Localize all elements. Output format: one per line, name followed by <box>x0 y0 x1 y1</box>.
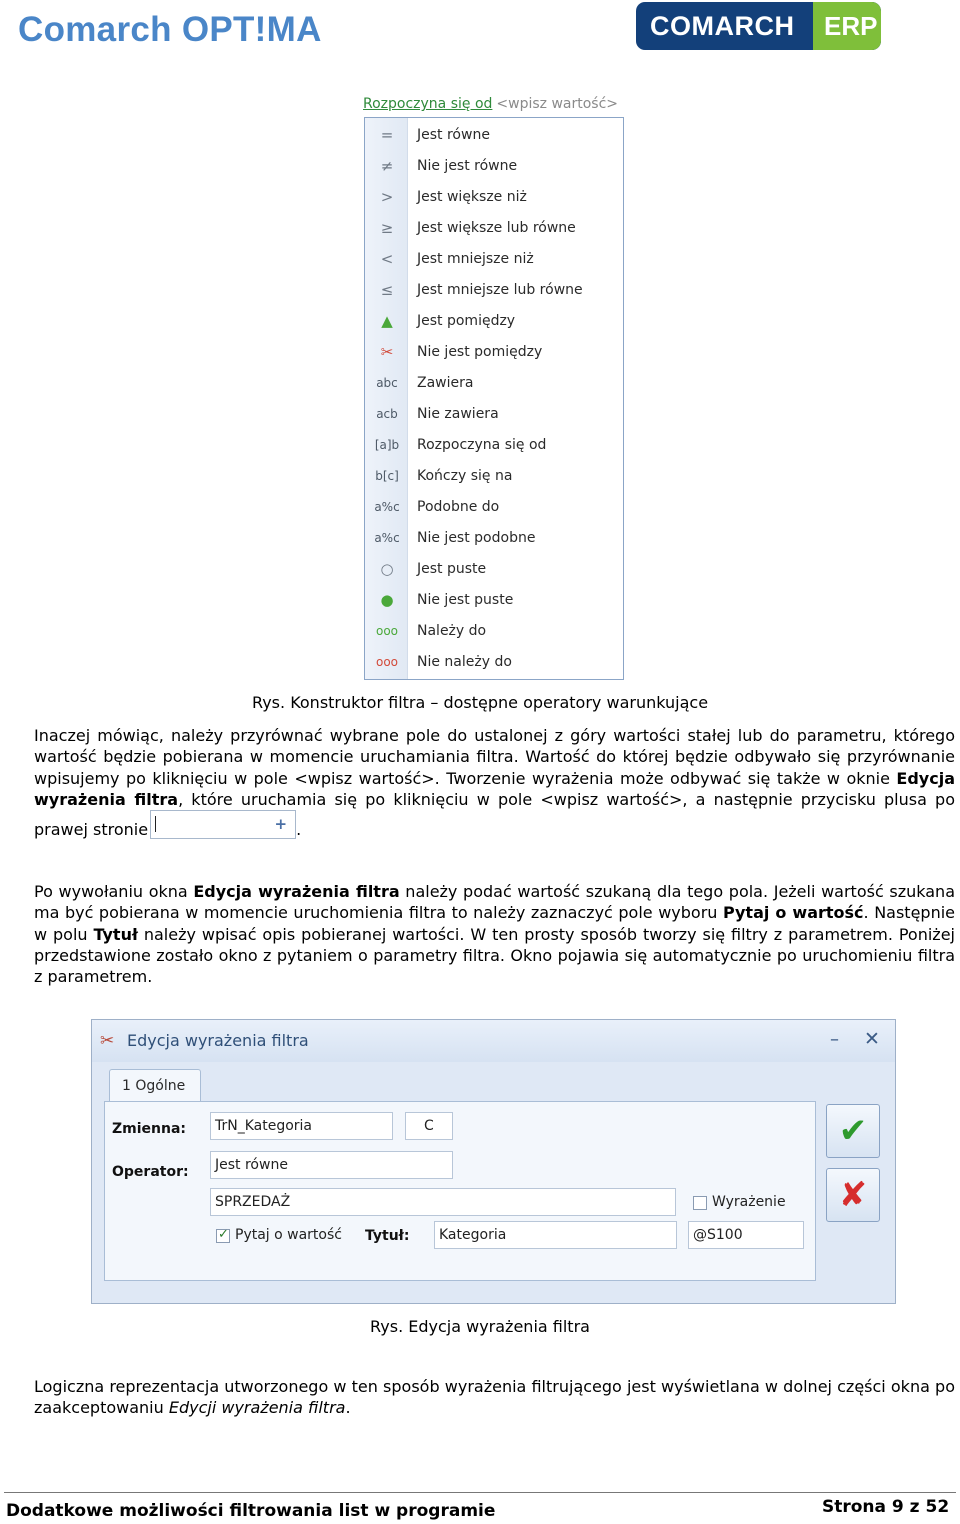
operator-menu-item-label: Należy do <box>417 623 487 639</box>
figure-caption-dialog: Rys. Edycja wyrażenia filtra <box>370 1317 590 1336</box>
expression-checkbox-label: Wyrażenie <box>712 1194 786 1210</box>
operator-menu-item-label: Nie jest pomiędzy <box>417 344 543 360</box>
logo-word: COMARCH <box>650 11 795 41</box>
para2-text-1: Po wywołaniu okna <box>34 882 194 901</box>
para1-text-2: , które uruchamia się po kliknięciu w pole <wpisz wartość>, a następnie przycisku plusa po prawej stronie <box>34 789 955 840</box>
operator-menu-item[interactable] <box>365 585 623 616</box>
title-input-text: Kategoria <box>439 1227 507 1243</box>
dialog-titlebar <box>92 1020 895 1062</box>
operator-field[interactable] <box>210 1151 453 1179</box>
operator-field-value: Jest równe <box>215 1157 288 1173</box>
page-header-title: Comarch OPT!MA <box>18 10 322 49</box>
equals-icon: = <box>380 126 394 144</box>
footer-divider <box>4 1492 956 1493</box>
operator-menu-item[interactable] <box>365 523 623 554</box>
expression-checkbox[interactable] <box>693 1196 707 1210</box>
operator-menu-item-label: Rozpoczyna się od <box>417 437 547 453</box>
operator-menu-item-label: Kończy się na <box>417 468 513 484</box>
para2-bold-1: Edycja wyrażenia filtra <box>193 882 400 901</box>
variable-field-value: TrN_Kategoria <box>215 1118 313 1134</box>
text-caret <box>155 816 156 832</box>
operator-menu-item-label: Nie jest równe <box>417 158 518 174</box>
para2-text-2: należy podać wartość szukaną dla tego pola. Jeżeli wartość szukana ma być pobierana w momencie uruchomienia filtra to należy zaznaczyć pole wyboru <box>34 882 956 923</box>
operator-menu-item[interactable] <box>365 275 623 306</box>
comarch-erp-logo <box>636 2 881 50</box>
greater-than-icon: > <box>380 188 394 206</box>
operator-menu-item[interactable] <box>365 151 623 182</box>
operator-menu-item[interactable] <box>365 337 623 368</box>
title-label: Tytuł: <box>365 1228 410 1244</box>
variable-type-field[interactable] <box>405 1112 453 1140</box>
is-empty-icon: ○ <box>380 560 394 578</box>
filter-expression-dialog <box>91 1019 896 1304</box>
operator-menu-item[interactable] <box>365 647 623 678</box>
filter-tool-icon: ✂ <box>100 1031 115 1051</box>
starts-with-icon: [a]b <box>374 438 400 452</box>
contains-icon: abc <box>376 376 398 390</box>
operator-menu-item-label: Jest mniejsze lub równe <box>417 282 583 298</box>
variable-field[interactable] <box>210 1112 393 1140</box>
ends-with-icon: b[c] <box>375 469 399 483</box>
parameter-input-text: @S100 <box>693 1227 743 1243</box>
operator-menu-item[interactable] <box>365 399 623 430</box>
tab-general[interactable] <box>109 1069 201 1102</box>
operator-menu-item[interactable] <box>365 182 623 213</box>
para2-text-3: . Następnie w polu <box>34 903 955 944</box>
minimize-icon[interactable]: – <box>830 1029 839 1050</box>
para2-text-4: należy wpisać opis pobieranej wartości. W ten prosty sposób tworzy się filtry z parametrem. Poniżej przedstawione zostało okno z pytaniem o parametry filtra. Okno pojawia się automatycznie po uruchomieniu filtra z parametrem. <box>34 924 955 987</box>
para1-text-3: . <box>296 820 302 840</box>
operator-menu-item[interactable] <box>365 306 623 337</box>
not-equals-icon: ≠ <box>380 157 394 175</box>
less-equal-icon: ≤ <box>380 281 394 299</box>
value-input[interactable] <box>210 1188 676 1216</box>
paragraph-logical-representation <box>34 1376 955 1419</box>
operator-menu-item[interactable] <box>365 120 623 151</box>
x-icon: ✘ <box>838 1175 868 1215</box>
operator-menu-item[interactable] <box>365 616 623 647</box>
dialog-title: Edycja wyrażenia filtra <box>127 1031 309 1050</box>
logo-erp: ERP <box>824 11 878 41</box>
paragraph-filter-intro <box>34 725 955 840</box>
operator-label: Operator: <box>112 1164 189 1180</box>
less-than-icon: < <box>380 250 394 268</box>
operator-menu-item-label: Podobne do <box>417 499 500 515</box>
operator-menu-item-label: Jest puste <box>417 561 487 577</box>
footer-doc-title: Dodatkowe możliwości filtrowania list w programie <box>6 1501 496 1521</box>
value-input-text: SPRZEDAŻ <box>215 1194 291 1210</box>
checkmark-icon: ✔ <box>838 1111 868 1151</box>
operator-menu-item[interactable] <box>365 213 623 244</box>
para2-bold-3: Tytuł <box>93 924 138 944</box>
ask-value-checkbox[interactable] <box>216 1229 230 1243</box>
operator-menu-item[interactable] <box>365 461 623 492</box>
operator-menu-item-label: Nie jest podobne <box>417 530 536 546</box>
not-contains-icon: acb <box>376 407 398 421</box>
title-input[interactable] <box>434 1221 677 1249</box>
operator-menu-item-label: Jest równe <box>417 127 490 143</box>
filter-condition-header <box>363 96 618 112</box>
filter-operator-link[interactable]: Rozpoczyna się od <box>363 96 493 112</box>
operator-menu-item[interactable] <box>365 430 623 461</box>
cancel-button[interactable] <box>826 1168 880 1222</box>
operator-menu-item[interactable] <box>365 492 623 523</box>
logo-erp-block <box>813 2 881 50</box>
operator-menu-item-label: Jest większe niż <box>417 189 527 205</box>
between-icon: ▲ <box>381 312 393 330</box>
filter-value-placeholder[interactable]: <wpisz wartość> <box>496 96 619 112</box>
variable-label: Zmienna: <box>112 1121 187 1137</box>
operator-menu-item[interactable] <box>365 368 623 399</box>
para3-text-2: . <box>345 1398 351 1418</box>
parameter-input[interactable] <box>688 1221 804 1249</box>
operator-menu-item[interactable] <box>365 554 623 585</box>
operator-menu-item-label: Nie jest puste <box>417 592 514 608</box>
not-like-icon: a%c <box>374 531 400 545</box>
para3-text-1: Logiczna reprezentacja utworzonego w ten sposób wyrażenia filtrującego jest wyświetlana w dolnej części okna po zaakceptowaniu <box>34 1377 955 1418</box>
operator-menu-item-label: Jest większe lub równe <box>417 220 576 236</box>
operator-menu-item[interactable] <box>365 244 623 275</box>
footer-page-number: Strona 9 z 52 <box>822 1497 950 1517</box>
not-in-list-icon: ooo <box>375 655 399 669</box>
not-between-icon: ✂ <box>380 343 394 361</box>
operator-menu-item-label: Jest mniejsze niż <box>417 251 534 267</box>
para1-bold-1: Edycja wyrażenia filtra <box>34 768 955 809</box>
inline-value-field-example <box>150 810 296 839</box>
not-empty-icon: ● <box>380 591 394 609</box>
like-icon: a%c <box>374 500 400 514</box>
para3-italic-1: Edycji wyrażenia filtra <box>168 1398 346 1418</box>
operator-menu-item-label: Nie zawiera <box>417 406 499 422</box>
operator-dropdown-menu <box>364 117 624 680</box>
greater-equal-icon: ≥ <box>380 219 394 237</box>
operator-menu-item-label: Zawiera <box>417 375 474 391</box>
para1-text-1: Inaczej mówiąc, należy przyrównać wybrane pole do ustalonej z góry wartości stałej lub do parametru, którego wartość będzie pobierana w momencie uruchamiania filtra. Wartość do której będzie odbywało się przyrównanie wpisujemy po kliknięciu w pole <wpisz wartość>. Tworzenie wyrażenia może odbywać się także w oknie <box>34 726 955 788</box>
in-list-icon: ooo <box>375 624 399 638</box>
variable-type-value: C <box>424 1118 434 1134</box>
operator-menu-item-label: Nie należy do <box>417 654 512 670</box>
general-tab-panel <box>104 1101 816 1281</box>
close-icon[interactable]: ✕ <box>864 1028 880 1050</box>
paragraph-parameter-filter <box>34 881 955 987</box>
operator-menu-item-label: Jest pomiędzy <box>417 313 516 329</box>
plus-icon: + <box>274 815 288 834</box>
ask-value-label: Pytaj o wartość <box>235 1227 342 1243</box>
figure-caption-operators: Rys. Konstruktor filtra – dostępne operatory warunkujące <box>251 693 709 712</box>
ok-button[interactable] <box>826 1104 880 1158</box>
para2-bold-2: Pytaj o wartość <box>722 903 864 923</box>
tab-general-label: 1 Ogólne <box>122 1078 186 1094</box>
